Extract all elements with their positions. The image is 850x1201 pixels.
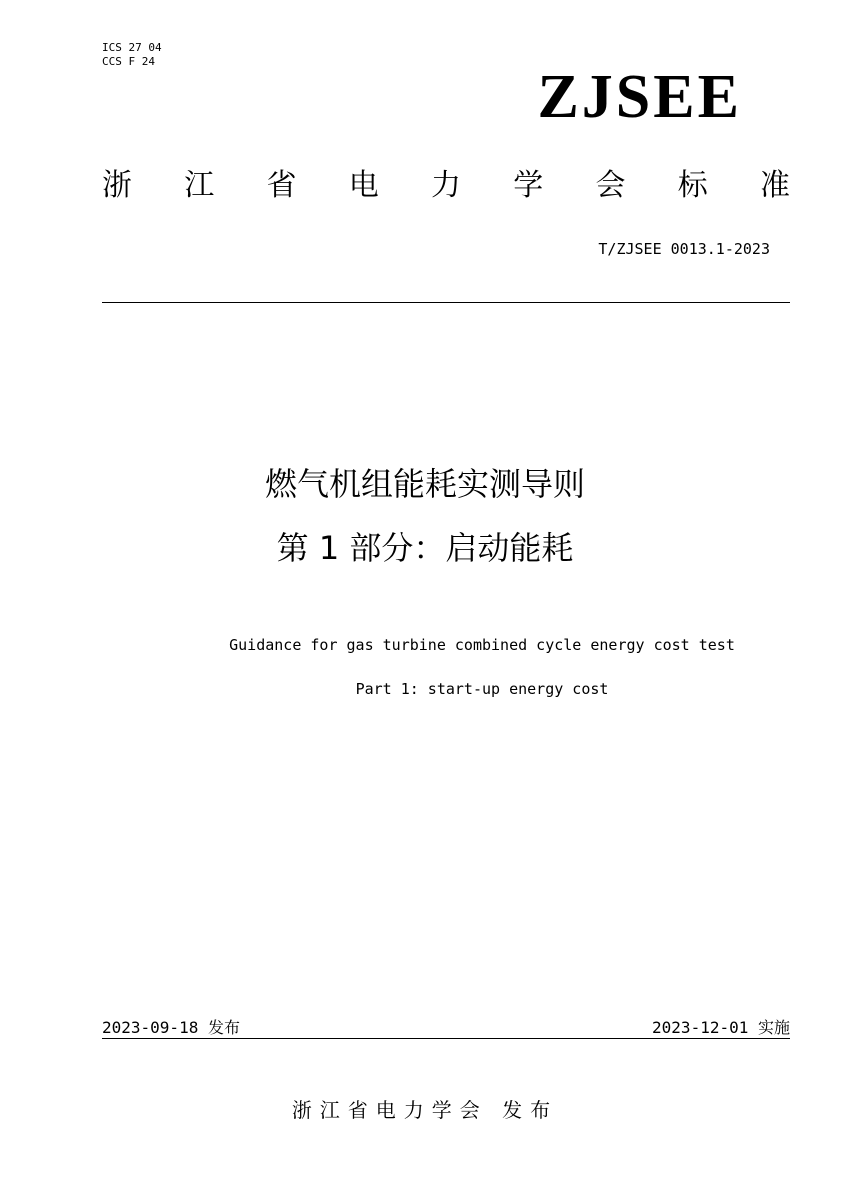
publisher: 浙江省电力学会 发布 — [291, 1098, 559, 1122]
brand-logo-text: ZJSEE — [537, 63, 742, 131]
footer-divider — [102, 1038, 790, 1039]
ccs-code: CCS F 24 — [102, 55, 155, 68]
org-title-char: 学 — [513, 168, 544, 203]
header-divider — [102, 302, 790, 303]
org-title-char: 江 — [184, 168, 215, 203]
org-title-char: 会 — [595, 168, 626, 203]
org-title-char: 浙 — [102, 168, 132, 203]
org-title-char: 准 — [760, 168, 790, 203]
issue-date: 2023-09-18 发布 — [102, 1018, 240, 1037]
org-title-char: 标 — [677, 168, 708, 203]
org-title-char: 力 — [431, 168, 461, 203]
implementation-date: 2023-12-01 实施 — [652, 1018, 790, 1037]
standard-number: T/ZJSEE 0013.1-2023 — [598, 240, 770, 258]
org-title-char: 省 — [266, 168, 297, 203]
document-part-title-cn: 第 1 部分：启动能耗 — [276, 529, 574, 567]
document-part-title-en: Part 1: start-up energy cost — [355, 680, 609, 698]
document-title-cn: 燃气机组能耗实测导则 — [264, 465, 585, 503]
org-title-char: 电 — [348, 168, 379, 203]
organization-standard-title — [102, 166, 790, 206]
ics-code: ICS 27 04 — [102, 41, 162, 54]
document-title-en: Guidance for gas turbine combined cycle energy cost test — [229, 636, 735, 654]
